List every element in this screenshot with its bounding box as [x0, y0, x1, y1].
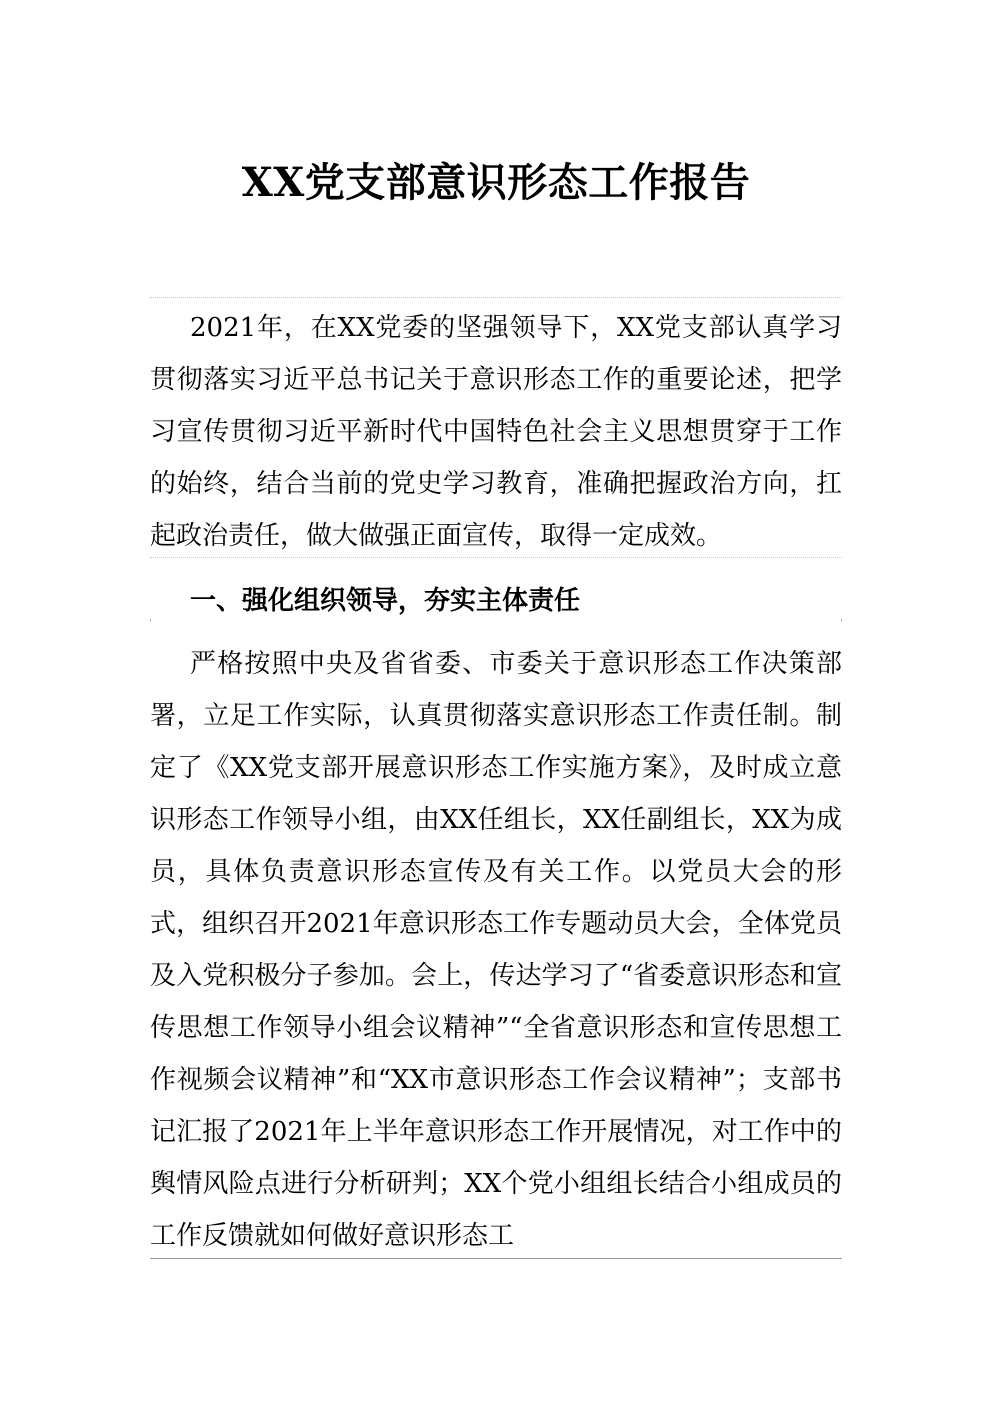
heading-corner-mark-right: [841, 619, 842, 622]
section-heading-1: 一、强化组织领导，夯实主体责任: [190, 586, 581, 616]
paragraph-rule-top: [150, 297, 842, 298]
paragraph-rule-intro-bottom: [150, 557, 842, 558]
heading-corner-mark-left: [150, 619, 151, 622]
page-bottom-rule: [150, 1258, 842, 1259]
intro-paragraph: 2021年，在XX党委的坚强领导下，XX党支部认真学习贯彻落实习近平总书记关于意识形态工作的重要论述，把学习宣传贯彻习近平新时代中国特色社会主义思想贯穿于工作的始终，结合当前的党史学习教育，准确把握政治方向，扛起政治责任，做大做强正面宣传，取得一定成效。: [150, 313, 842, 551]
section-1-body-paragraph: 严格按照中央及省省委、市委关于意识形态工作决策部署，立足工作实际，认真贯彻落实意识形态工作责任制。制定了《XX党支部开展意识形态工作实施方案》，及时成立意识形态工作领导小组，由XX任组长，XX任副组长，XX为成员，具体负责意识形态宣传及有关工作。以党员大会的形式，组织召开2021年意识形态工作专题动员大会，全体党员及入党积极分子参加。会上，传达学习了“省委意识形态和宣传思想工作领导小组会议精神”“全省意识形态和宣传思想工作视频会议精神”和“XX市意识形态工作会议精神”；支部书记汇报了2021年上半年意识形态工作开展情况，对工作中的舆情风险点进行分析研判；XX个党小组组长结合小组成员的工作反馈就如何做好意识形态工: [150, 649, 842, 1251]
page-title: XX党支部意识形态工作报告: [241, 159, 751, 206]
